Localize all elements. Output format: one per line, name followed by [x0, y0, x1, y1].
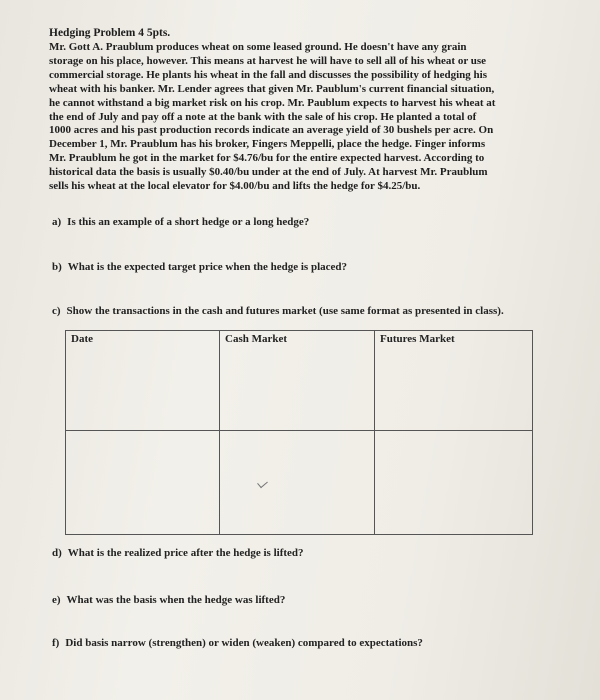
intro-line: historical data the basis is usually $0.40/bu under at the end of July. At harvest Mr. Praublum: [49, 166, 488, 179]
intro-line: commercial storage. He plants his wheat in the fall and discusses the possibility of hedging his: [49, 68, 487, 81]
question-text: What is the expected target price when the hedge is placed?: [67, 261, 348, 273]
question-text: Is this an example of a short hedge or a long hedge?: [67, 216, 310, 228]
question-text: What was the basis when the hedge was lifted?: [66, 594, 286, 606]
question-e: e) What was the basis when the hedge was lifted?: [52, 594, 286, 606]
intro-line: December 1, Mr. Praublum has his broker, Fingers Meppelli, place the hedge. Finger informs: [49, 138, 486, 151]
question-text: Show the transactions in the cash and futures market (use same format as presented in class).: [66, 305, 504, 317]
table-cell-empty: [220, 431, 375, 534]
intro-line: the end of July and pay off a note at the bank with the sale of his crop. He planted a total of: [49, 110, 477, 123]
question-d: d) What is the realized price after the hedge is lifted?: [52, 547, 304, 559]
question-f: f) Did basis narrow (strengthen) or widen (weaken) compared to expectations?: [52, 637, 423, 649]
intro-line: Mr. Gott A. Praublum produces wheat on some leased ground. He doesn't have any grain: [49, 41, 467, 53]
question-c: c) Show the transactions in the cash and futures market (use same format as presented in class).: [52, 305, 504, 317]
table-cell-date: [66, 331, 220, 431]
table-cell-empty: [375, 431, 532, 534]
problem-description: [49, 41, 539, 194]
futures-market-column-header: Futures Market: [380, 333, 455, 345]
intro-line: sells his wheat at the local elevator for $4.00/bu and lifts the hedge for $4.25/bu.: [49, 180, 421, 193]
intro-line: he cannot withstand a big market risk on his crop. Mr. Paublum expects to harvest his wheat at: [49, 96, 496, 109]
table-cell-futures: [375, 331, 532, 431]
question-text: Did basis narrow (strengthen) or widen (weaken) compared to expectations?: [65, 637, 423, 649]
question-a: a) Is this an example of a short hedge or a long hedge?: [52, 216, 310, 228]
question-text: What is the realized price after the hedge is lifted?: [67, 547, 304, 559]
intro-line: Mr. Praublum he got in the market for $4.76/bu for the entire expected harvest. According to: [49, 152, 485, 165]
problem-title: Hedging Problem 4 5pts.: [49, 27, 171, 39]
question-b: b) What is the expected target price when the hedge is placed?: [52, 261, 348, 273]
transactions-table: [65, 330, 533, 535]
intro-line: wheat with his banker. Mr. Lender agrees that given Mr. Paublum's current financial situation,: [49, 82, 495, 95]
intro-line: 1000 acres and his past production records indicate an average yield of 30 bushels per acre. On: [49, 124, 494, 137]
date-column-header: Date: [71, 333, 93, 345]
table-cell-empty: [66, 431, 220, 534]
cash-market-column-header: Cash Market: [225, 333, 288, 345]
intro-line: storage on his place, however. This means at harvest he will have to sell all of his wheat or use: [49, 54, 487, 67]
table-cell-cash: [220, 331, 375, 431]
